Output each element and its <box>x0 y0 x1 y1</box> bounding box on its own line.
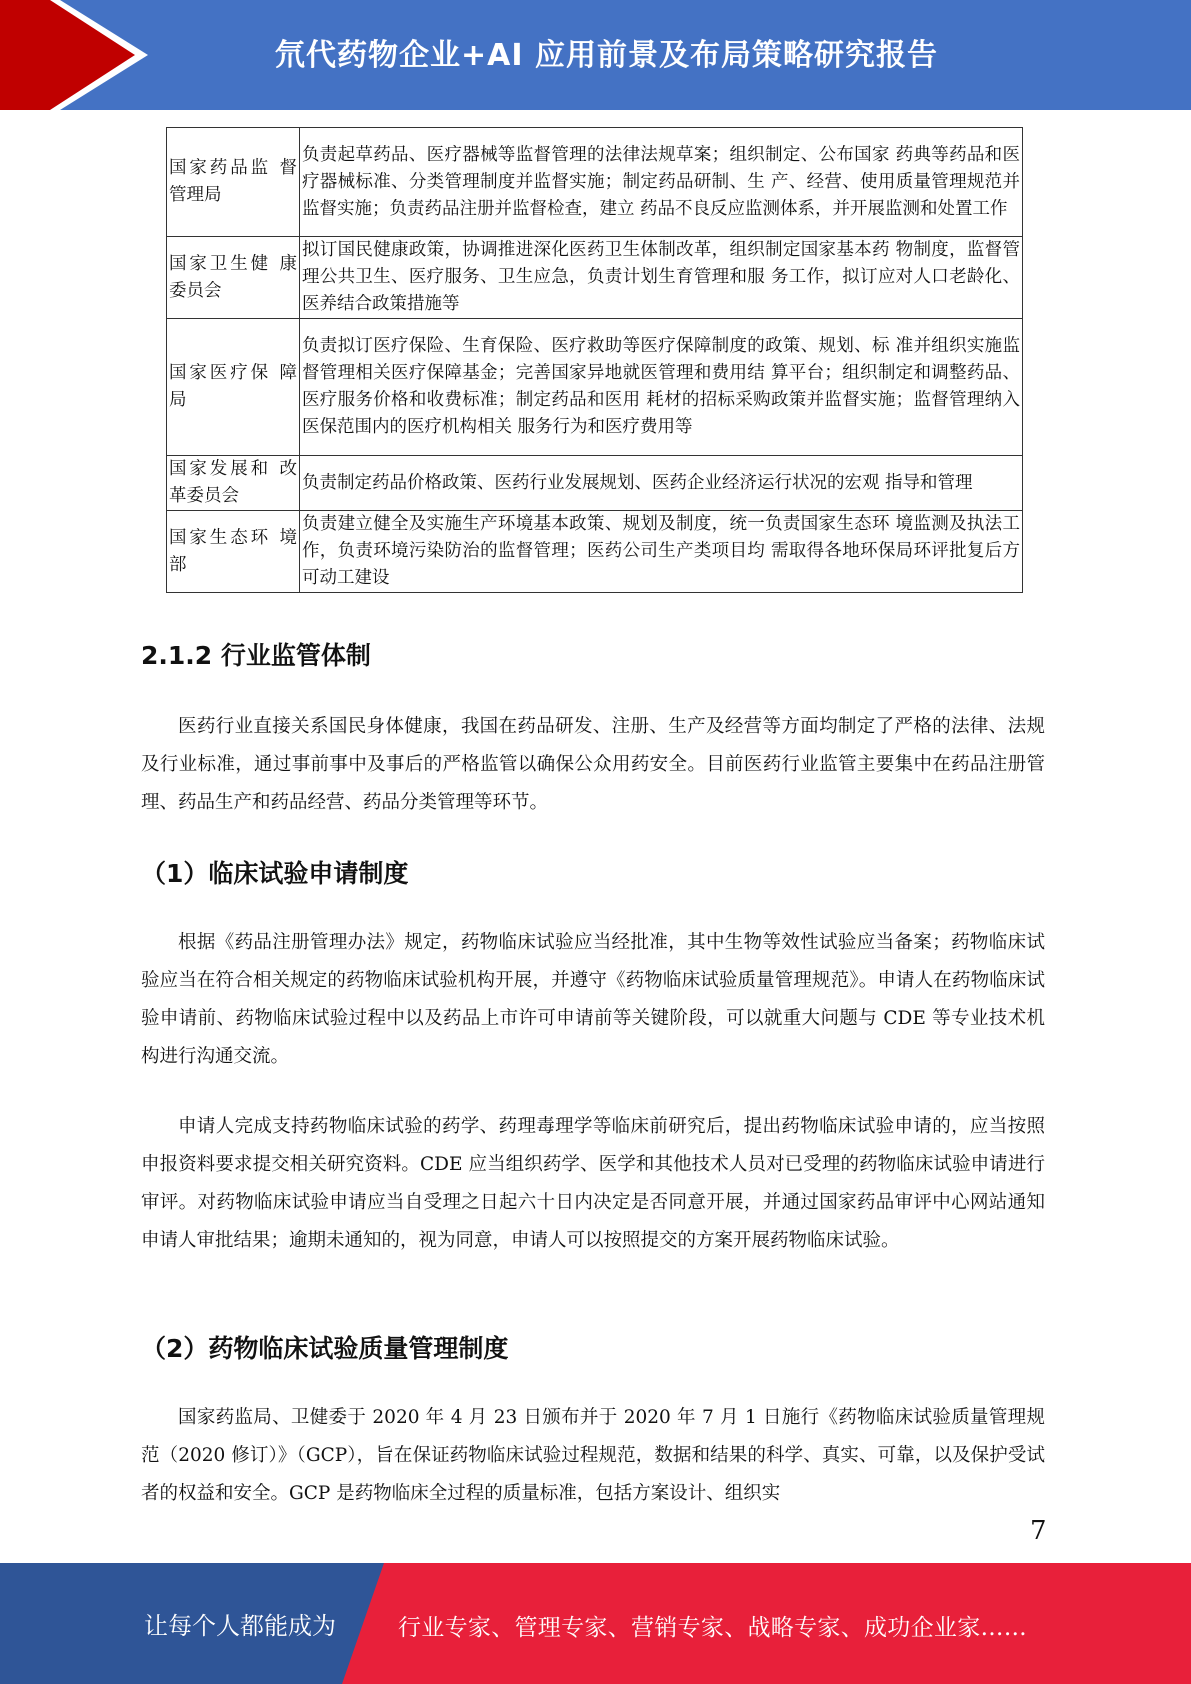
agency-cell: 国家卫生健 康委员会 <box>167 237 300 319</box>
table-row <box>167 319 1023 456</box>
section-heading: 2.1.2 行业监管体制 <box>141 641 371 670</box>
duty-cell: 负责建立健全及实施生产环境基本政策、规划及制度，统一负责国家生态环 境监测及执法工作，负责环境污染防治的监督管理；医药公司生产类项目均 需取得各地环保局环评批复后方可动工建设 <box>300 511 1023 593</box>
page-header <box>0 0 1191 110</box>
footer-slogan-left: 让每个人都能成为 <box>144 1612 336 1640</box>
page-footer <box>0 1563 1191 1684</box>
agency-cell: 国家发展和 改革委员会 <box>167 456 300 511</box>
agency-cell: 国家医疗保 障局 <box>167 319 300 456</box>
duty-cell: 负责起草药品、医疗器械等监督管理的法律法规草案；组织制定、公布国家 药典等药品和医疗器械标准、分类管理制度并监督实施；制定药品研制、生 产、经营、使用质量管理规范并监督实施；负责药品注册并监督检查，建立 药品不良反应监测体系，并开展监测和处置工作 <box>300 128 1023 237</box>
page-number: 7 <box>1030 1516 1047 1546</box>
agency-duty-table <box>166 127 1023 593</box>
table-row <box>167 128 1023 237</box>
subsection-heading: （2）药物临床试验质量管理制度 <box>141 1334 509 1363</box>
table-row <box>167 511 1023 593</box>
intro-paragraph: 医药行业直接关系国民身体健康，我国在药品研发、注册、生产及经营等方面均制定了严格的法律、法规及行业标准，通过事前事中及事后的严格监管以确保公众用药安全。目前医药行业监管主要集中在药品注册管理、药品生产和药品经营、药品分类管理等环节。 <box>141 716 1045 813</box>
body-paragraph: 根据《药品注册管理办法》规定，药物临床试验应当经批准，其中生物等效性试验应当备案；药物临床试验应当在符合相关规定的药物临床试验机构开展，并遵守《药物临床试验质量管理规范》。申请人在药物临床试验申请前、药物临床试验过程中以及药品上市许可申请前等关键阶段，可以就重大问题与 CDE 等专业技术机构进行沟通交流。 <box>141 932 1045 1067</box>
body-paragraph: 申请人完成支持药物临床试验的药学、药理毒理学等临床前研究后，提出药物临床试验申请的，应当按照申报资料要求提交相关研究资料。CDE 应当组织药学、医学和其他技术人员对已受理的药物临床试验申请进行审评。对药物临床试验申请应当自受理之日起六十日内决定是否同意开展，并通过国家药品审评中心网站通知申请人审批结果；逾期未通知的，视为同意，申请人可以按照提交的方案开展药物临床试验。 <box>141 1116 1045 1251</box>
agency-cell: 国家药品监 督管理局 <box>167 128 300 237</box>
table-row <box>167 237 1023 319</box>
duty-cell: 拟订国民健康政策，协调推进深化医药卫生体制改革，组织制定国家基本药 物制度，监督管理公共卫生、医疗服务、卫生应急，负责计划生育管理和服 务工作，拟订应对人口老龄化、医养结合政策措施等 <box>300 237 1023 319</box>
table-row <box>167 456 1023 511</box>
duty-cell: 负责制定药品价格政策、医药行业发展规划、医药企业经济运行状况的宏观 指导和管理 <box>300 456 1023 511</box>
footer-slogan-right: 行业专家、管理专家、营销专家、战略专家、成功企业家…… <box>398 1615 1028 1641</box>
duty-cell: 负责拟订医疗保险、生育保险、医疗救助等医疗保障制度的政策、规划、标 准并组织实施监督管理相关医疗保障基金；完善国家异地就医管理和费用结 算平台；组织制定和调整药品、医疗服务价格和收费标准；制定药品和医用 耗材的招标采购政策并监督实施；监督管理纳入医保范围内的医疗机构相关 服务行为和医疗费用等 <box>300 319 1023 456</box>
subsection-heading: （1）临床试验申请制度 <box>141 859 409 888</box>
agency-cell: 国家生态环 境部 <box>167 511 300 593</box>
report-title: 氘代药物企业+AI 应用前景及布局策略研究报告 <box>275 38 938 73</box>
body-paragraph: 国家药监局、卫健委于 2020 年 4 月 23 日颁布并于 2020 年 7 月 1 日施行《药物临床试验质量管理规范（2020 修订）》（GCP），旨在保证药物临床试验过程规范，数据和结果的科学、真实、可靠，以及保护受试者的权益和安全。GCP 是药物临床全过程的质量标准，包括方案设计、组织实 <box>141 1407 1045 1504</box>
